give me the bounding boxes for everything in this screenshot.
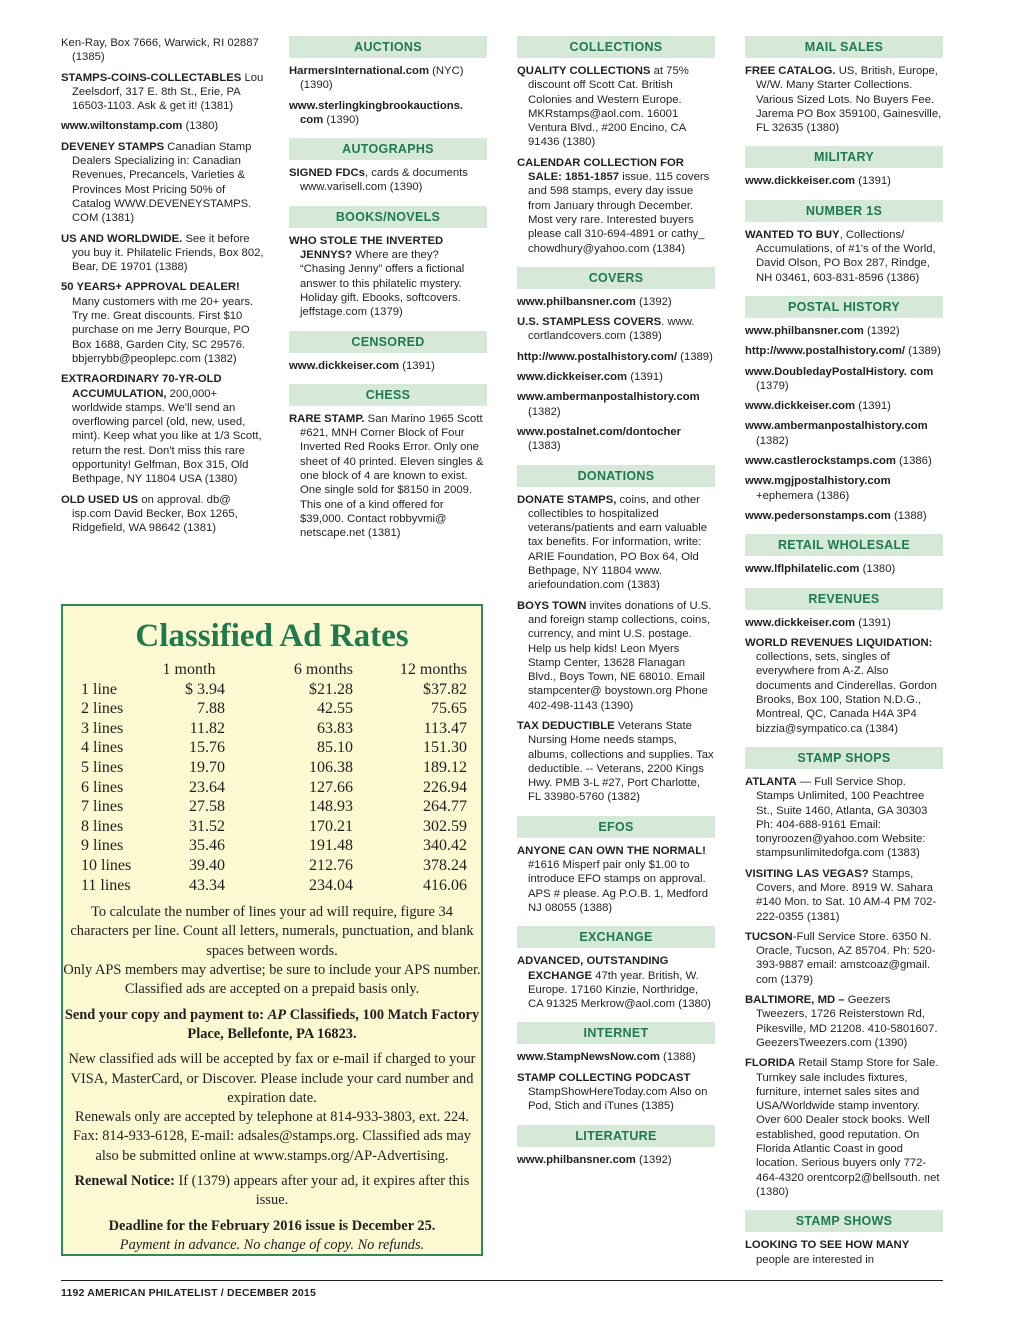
rates-row [81,778,467,798]
ad-text: Lou Zeelsdorf, 317 E. 8th St., Erie, PA 16503-1103. Ask & get it! (1381) [72,71,264,113]
ad-text: coins, and other collectibles to hospitalized veterans/patients and earn valuable tax benefits. For information, write: ARIE Foundation, PO Box 64, Old Bethpage, NY 11804 www. ariefoundation.com (1383) [528,493,707,592]
rates-row [81,699,467,719]
ad-text: San Marino 1965 Scott #621, MNH Corner Block of Four Inverted Red Rooks Error. Only one sheet of 40 printed. Eleven singles & one block of 4 are known to exist. One single sold for $8150 in 2009. This one of a kind offered for $39,000. Contact robbyvmi@ netscape.net (1381) [300,412,484,540]
rates-row [81,836,467,856]
ad-headline: www.castlerockstamps.com [745,455,896,468]
section-header-autographs: AUTOGRAPHS [289,138,487,160]
ad-text: 200,000+ worldwide stamps. We'll send an overflowing parcel (old, new, used, mint). Keep what you like at 1/3 Scott, return the rest. Don't miss this rare opportunity! Gelfman, Box 315, Old Bethpage, NY 11804 USA (1380) [72,387,262,486]
rates-price: 23.64 [189,778,225,796]
rates-price: 35.46 [189,837,225,855]
classified-ad [745,930,943,987]
section-header-exchange: EXCHANGE [517,926,715,948]
rates-price: 42.55 [317,700,353,718]
ad-headline: SIGNED FDCs [289,167,365,180]
ad-headline: www.DoubledayPostalHistory. com [745,365,934,378]
rates-row [81,758,467,778]
ad-text: (1391) [627,371,663,384]
rates-price: 75.65 [431,700,467,718]
ad-headline: WHO STOLE THE INVERTED JENNYS? [289,234,444,262]
rates-price: 31.52 [189,817,225,835]
classified-ad [289,359,487,373]
classified-ad [745,365,943,394]
ad-headline: www.dickkeiser.com [289,359,400,372]
rates-line-count: 11 lines [81,876,131,894]
ad-headline: www.philbansner.com [517,1153,636,1166]
classified-ad [745,64,943,135]
rates-price: 63.83 [317,719,353,737]
classified-ad [745,474,943,503]
rates-table [81,660,467,895]
ad-text: (1380) [182,120,219,133]
ad-text: (1386) [895,455,932,468]
ad-text: (1391) [399,359,435,372]
ad-text: #1616 Misperf pair only $1.00 to introduce EFO stamps on approval. APS # please. Ag P.O.B. 1, Medford NJ 08055 (1388) [528,859,709,914]
ad-text: StampShowHereToday.com Also on Pod, Stich and iTunes (1385) [528,1086,708,1113]
ad-headline: WANTED TO BUY [745,228,840,241]
ad-text: US, British, Europe, W/W. Many Starter Collections. Various Sized Lots. No Buyers Fee. Jarema PO Box 359100, Gainesville, FL 32635 (1380) [756,65,942,135]
rates-line-count: 1 line [81,680,117,698]
rates-price: $37.82 [423,680,467,698]
ad-text: , cards & documents www.varisell.com (1390) [300,167,468,194]
rates-row [81,680,467,700]
classified-ad [517,719,715,805]
rates-line-count: 3 lines [81,719,124,737]
classified-ad [289,64,487,93]
rates-price: 264.77 [423,798,467,816]
section-header-retail-wholesale: RETAIL WHOLESALE [745,534,943,556]
rates-header-6-months: 6 months [293,661,353,678]
ad-text: — Full Service Shop. Stamps Unlimited, 100 Peachtree St., Suite 1460, Atlanta, GA 30303 Ph: 404-688-9161 Email: tonyroozen@yahoo.com Website: stampsunlimitedofga.com (1383) [756,775,928,860]
ad-headline: BOYS TOWN [517,599,587,612]
ad-text: Veterans State Nursing Home needs stamps, albums, collections and supplies. Tax deductible. -- Veterans, 2200 Kings Hwy. PMB 3-L #27, Port Charlotte, FL 33980-5760 (1382) [528,719,714,804]
rates-send-address: Send your copy and payment to: AP Classifieds, 100 Match Factory Place, Bellefonte, PA 16823. [64,1006,480,1042]
rates-row [81,719,467,739]
ad-headline: www.dickkeiser.com [745,400,856,413]
classified-ad [745,344,943,358]
ad-headline: www.dickkeiser.com [517,371,628,384]
classified-ad [517,350,715,364]
section-header-efos: EFOS [517,816,715,838]
ad-text: 47th year. British, W. Europe. 17160 Kinzie, Northridge, CA 91325 Merkrow@aol.com (1380) [528,969,711,1011]
classified-ad [61,232,267,275]
section-header-donations: DONATIONS [517,465,715,487]
section-header-stamp-shops: STAMP SHOPS [745,747,943,769]
classified-ad [61,372,267,486]
ad-headline: www.lflphilatelic.com [745,563,860,576]
classified-ad [745,867,943,924]
classified-ad [517,390,715,419]
ad-text: (1392) [863,324,900,337]
column-1 [61,36,267,542]
ad-text: . www. cortlandcovers.com (1389) [528,316,695,343]
rates-price: 170.21 [309,817,353,835]
ad-text: (1380) [859,563,896,576]
classified-ad [517,315,715,344]
rates-price: 189.12 [423,758,467,776]
ad-headline: OLD USED US [61,493,139,506]
classified-ad [289,166,487,195]
classified-ad [61,36,267,65]
classified-ad [289,234,487,320]
rates-line-count: 8 lines [81,817,124,835]
classified-ad [745,228,943,285]
ad-text: Ken-Ray, Box 7666, Warwick, RI 02887 (1385) [61,37,259,64]
ad-headline: www.dickkeiser.com [745,175,856,188]
classified-ad [517,954,715,1011]
rates-price: 43.34 [189,876,225,894]
ad-text: +ephemera (1386) [756,489,850,502]
ad-headline: CALENDAR COLLECTION FOR SALE: 1851-1857 [517,156,684,184]
section-header-postal-history: POSTAL HISTORY [745,296,943,318]
classified-ad [745,993,943,1050]
rates-price: 19.70 [189,758,225,776]
ad-text: (NYC) (1390) [300,65,464,92]
classified-ad [745,636,943,736]
classified-ad [745,562,943,576]
ad-text: (1391) [855,616,891,629]
rates-price: 127.66 [309,778,353,796]
section-header-literature: LITERATURE [517,1125,715,1147]
ad-text: (1389) [677,350,713,363]
ad-headline: EXTRAORDINARY 70-YR-OLD ACCUMULATION, [61,373,222,400]
ad-text: invites donations of U.S. and foreign stamp collections, coins, currency, and mint U.S. postage. Help us help kids! Leon Myers Stamp Center, 13628 Flanagan Blvd., Boys Town, NE 68010. Email stampcenter@ boystown.org Phone 402-498-1143 (1390) [528,599,712,712]
ad-headline: QUALITY COLLECTIONS [517,65,651,77]
rates-price: $ 3.94 [185,680,225,698]
section-header-internet: INTERNET [517,1022,715,1044]
section-header-revenues: REVENUES [745,588,943,610]
rates-price: 302.59 [423,817,467,835]
ad-headline: ATLANTA [745,775,797,788]
classified-ad [745,174,943,188]
ad-headline: www.StampNewsNow.com [517,1051,660,1064]
classified-ad [517,1153,715,1167]
classified-ad [517,599,715,713]
ad-text: Retail Stamp Store for Sale. Turnkey sale includes fixtures, furniture, internet sales sites and USA/Worldwide stamp inventory. Over 600 Dealer stock books. Well established, good reputation. On Florida Atlantic Coast in good location. Serious buyers only 772-464-4320 orentcorp2@bellsouth. net (1380) [756,1057,940,1198]
rates-line-count: 10 lines [81,856,132,874]
ad-text: (1392) [635,295,672,308]
ad-headline: BALTIMORE, MD – [745,994,845,1007]
ad-headline: RARE STAMP. [289,412,365,425]
rates-line-count: 4 lines [81,739,124,757]
section-header-censored: CENSORED [289,331,487,353]
rates-price: 27.58 [189,798,225,816]
ad-headline: www.ambermanpostalhistory.com [517,391,700,404]
ad-headline: www.pedersonstamps.com [745,509,891,522]
classified-ad [517,370,715,384]
ad-headline: DONATE STAMPS, [517,493,617,506]
ad-text: Stamps, Covers, and More. 8919 W. Sahara #140 Mon. to Sat. 10 AM-4 PM 702-222-0355 (1381) [756,867,937,923]
footer-rule [61,1280,943,1281]
rates-price: 340.42 [423,837,467,855]
rates-header-12-months: 12 months [399,661,467,678]
ad-text: Geezers Tweezers, 1726 Reisterstown Rd, Pikesville, MD 21208. 410-5801607. GeezersTweezers.com (1390) [756,994,938,1049]
ad-headline: http://www.postalhistory.com/ [517,350,678,363]
rates-fax-email-note: New classified ads will be accepted by fax or e-mail if charged to your VISA, MasterCard, or Discover. Please include your card number and expiration date. [68,1051,476,1106]
rates-row [81,817,467,837]
classified-ad [61,119,267,133]
classified-ad [517,1071,715,1114]
classified-ad [517,425,715,454]
classified-ad-rates-box [61,604,483,1256]
ad-text: Where are they? “Chasing Jenny” offers a fictional answer to this philatelic mystery. Holiday gift. Ebooks, softcovers. jeffstage.com (1379) [300,249,465,319]
ad-headline: www.sterlingkingbrookauctions. com [289,99,464,126]
classified-ad [517,156,715,256]
ad-headline: FREE CATALOG. [745,65,836,77]
section-header-number-1s: NUMBER 1S [745,200,943,222]
rates-deadline: Deadline for the February 2016 issue is December 25. [108,1217,436,1234]
rates-price: 15.76 [189,739,225,757]
rates-line-count-note: To calculate the number of lines your ad will require, figure 34 characters per line. Count all letters, numerals, punctuation, and blank spaces between words. [70,904,474,959]
rates-price: 212.76 [309,856,353,874]
column-3 [517,36,715,1173]
rates-price: 148.93 [309,798,353,816]
ad-text: (1391) [855,175,891,188]
rates-membership-note: Only APS members may advertise; be sure to include your APS number. Classified ads are accepted on a prepaid basis only. [63,962,481,998]
ad-headline: www.postalnet.com/dontocher [517,425,682,438]
ad-headline: ANYONE CAN OWN THE NORMAL! [517,844,706,857]
ad-headline: www.ambermanpostalhistory.com [745,420,928,433]
ad-headline: ADVANCED, OUTSTANDING EXCHANGE [517,955,669,982]
ad-text: See it before you buy it. Philatelic Friends, Box 802, Bear, DE 19701 (1388) [72,232,264,274]
ad-headline: TUCSON [745,930,793,943]
section-header-stamp-shows: STAMP SHOWS [745,1210,943,1232]
ad-headline: VISITING LAS VEGAS? [745,867,869,880]
rates-price: 11.82 [189,719,225,737]
ad-headline: STAMPS-COINS-COLLECTABLES [61,71,242,84]
ad-text: (1383) [528,440,561,453]
rates-price: $21.28 [309,680,353,698]
ad-headline: WORLD REVENUES LIQUIDATION: [745,636,933,649]
section-header-mail-sales: MAIL SALES [745,36,943,58]
ad-text: on approval. db@ isp.com David Becker, Box 1265, Ridgefield, WA 98642 (1381) [72,493,238,535]
rates-row [81,738,467,758]
rates-line-count: 9 lines [81,837,124,855]
rates-line-count: 2 lines [81,700,124,718]
ad-text: Canadian Stamp Dealers Specializing in: Canadian Revenues, Precancels, Varieties & Provinces Most Pricing 50% of Catalog WWW.DEVENEYSTAMPS. COM (1381) [72,140,252,225]
ad-headline: HarmersInternational.com [289,65,429,77]
classified-ad [745,419,943,448]
classified-ad [517,1050,715,1064]
classified-ad [745,775,943,861]
ad-headline: http://www.postalhistory.com/ [745,345,906,358]
rates-price: 85.10 [317,739,353,757]
classified-ad [289,99,487,128]
ad-headline: U.S. STAMPLESS COVERS [517,316,662,329]
rates-price: 378.24 [423,856,467,874]
ad-headline: STAMP COLLECTING PODCAST [517,1071,691,1084]
rates-header-blank [81,660,153,680]
ad-text: issue. 115 covers and 598 stamps, every day issue from January through December. Most very rare. Interested buyers please call 310-694-4891 or cathy_ chowdhury@yahoo.com (1384) [528,171,710,255]
ad-headline: TAX DEDUCTIBLE [517,719,615,732]
column-2 [289,36,487,547]
rates-price: 416.06 [423,876,467,894]
classified-ad [745,509,943,523]
classified-ad [517,64,715,150]
ad-text: (1392) [635,1153,672,1166]
section-header-covers: COVERS [517,267,715,289]
classified-ad [61,493,267,536]
ad-text: collections, sets, singles of everywhere from A-Z. Also documents and Cinderellas. Gordon Brooks, Box 100, Station N.D.G., Montreal, QC, Canada H4A 3P4 bizzia@sympatico.ca (1384) [756,651,937,735]
section-header-military: MILITARY [745,146,943,168]
ad-text: people are interested in [756,1253,875,1266]
ad-text: (1388) [659,1051,696,1064]
rates-price: 7.88 [197,700,225,718]
ad-headline: www.mgjpostalhistory.com [745,475,891,488]
ad-headline: www.philbansner.com [745,324,864,337]
rates-line-count: 7 lines [81,798,124,816]
page-footer: 1192 AMERICAN PHILATELIST / DECEMBER 2015 [61,1287,317,1299]
rates-price: 39.40 [189,856,225,874]
classified-ad [745,616,943,630]
ad-headline: www.wiltonstamp.com [61,120,183,133]
classified-ad [745,399,943,413]
classified-ad [517,295,715,309]
rates-line-count: 5 lines [81,758,124,776]
classified-ad [745,1238,943,1267]
ad-text: (1389) [905,345,941,358]
rates-row [81,797,467,817]
ad-text: (1379) [756,379,789,392]
rates-payment-note: Payment in advance. No change of copy. No refunds. [119,1236,425,1253]
classified-ad [61,280,267,366]
section-header-books-novels: BOOKS/NOVELS [289,206,487,228]
rates-header-1-month: 1 month [162,661,216,678]
rates-line-count: 6 lines [81,778,124,796]
rates-title: Classified Ad Rates [135,618,409,654]
ad-headline: 50 YEARS+ APPROVAL DEALER! [61,281,240,294]
rates-price: 226.94 [423,778,467,796]
rates-price: 151.30 [423,739,467,757]
rates-renewals-note: Renewals only are accepted by telephone at 814-933-3803, ext. 224. Fax: 814-933-6128, E-mail: adsales@stamps.org. Classified ads may also be submitted online at www.stamps.org/AP-Advertising. [73,1109,471,1164]
section-header-collections: COLLECTIONS [517,36,715,58]
ad-text: (1382) [528,405,561,418]
rates-row [81,876,467,896]
rates-header-row [81,660,467,680]
ad-text: , Collections/ Accumulations, of #1's of the World, David Olson, PO Box 287, Rindge, NH 03461, 603-831-8596 (1386) [756,228,936,284]
ad-headline: www.philbansner.com [517,295,636,308]
rates-price: 234.04 [309,876,353,894]
classified-ad [61,71,267,114]
classified-ad [289,412,487,541]
ad-text: (1390) [323,113,360,126]
ad-text: at 75% discount off Scott Cat. British Colonies and Western Europe. MKRstamps@aol.com. 16001 Ventura Blvd., #200 Encino, CA 91436 (1380) [528,65,689,149]
rates-row [81,856,467,876]
ad-text: Many customers with me 20+ years. Try me. Great discounts. First $10 purchase on me Jerry Bourque, PO Box 1688, Garden City, SC 29576. bbjerrybb@peoplepc.com (1382) [72,295,254,365]
rates-price: 113.47 [423,719,467,737]
ad-headline: US AND WORLDWIDE. [61,232,183,245]
section-header-chess: CHESS [289,384,487,406]
ad-text: (1391) [855,400,891,413]
rates-price: 106.38 [309,758,353,776]
ad-text: (1388) [890,509,927,522]
ad-text: (1382) [756,434,789,447]
ad-headline: LOOKING TO SEE HOW MANY [745,1239,910,1252]
ad-headline: FLORIDA [745,1057,796,1070]
ad-text: -Full Service Store. 6350 N. Oracle, Tucson, AZ 85704. Ph: 520-393-9887 email: amstcoaz@gmail. com (1379) [756,930,936,986]
classified-ad [61,140,267,226]
ad-headline: DEVENEY STAMPS [61,140,165,153]
classified-ad [517,844,715,915]
ad-headline: www.dickkeiser.com [745,616,856,629]
classified-ad [517,493,715,593]
rates-instructions [63,903,481,1255]
rates-price: 191.48 [309,837,353,855]
classified-ad [745,1056,943,1199]
section-header-auctions: AUCTIONS [289,36,487,58]
column-4 [745,36,943,1273]
classified-ad [745,454,943,468]
rates-renewal-notice: Renewal Notice: If (1379) appears after your ad, it expires after this issue. [74,1172,470,1209]
classified-ad [745,324,943,338]
